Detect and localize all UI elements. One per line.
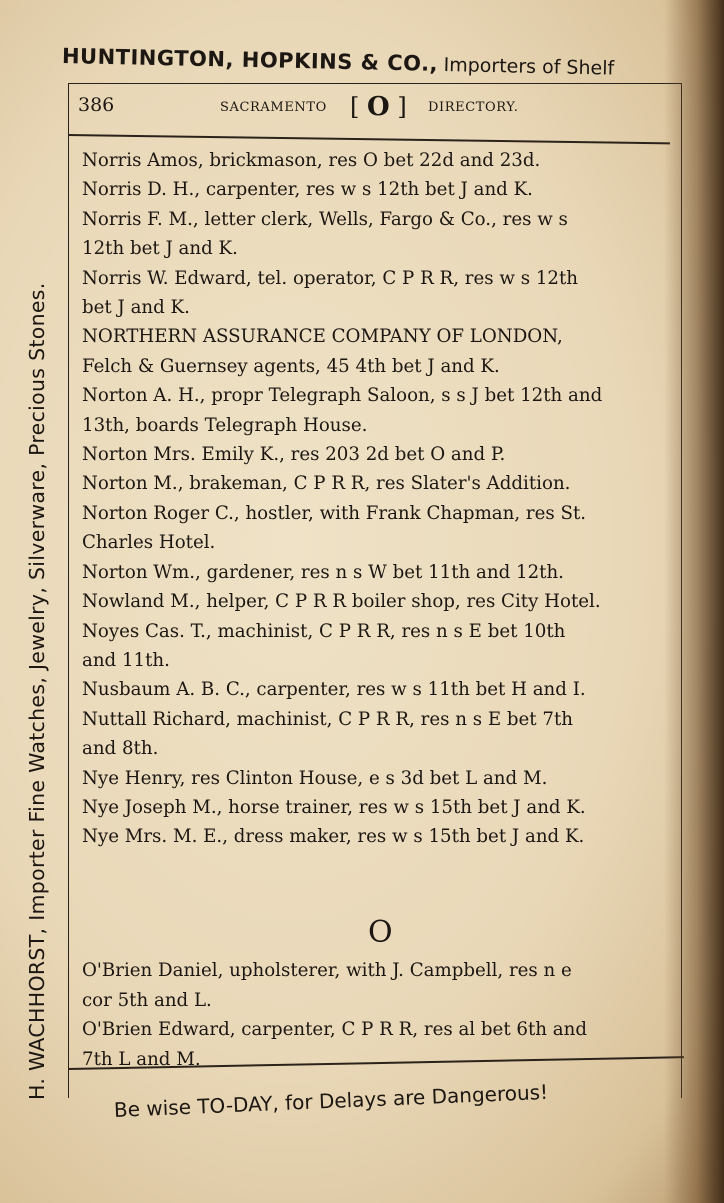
entry-line: Nye Henry, res Clinton House, e s 3d bet L and M. xyxy=(82,767,548,789)
entry-line: Nye Joseph M., horse trainer, res w s 15th bet J and K. xyxy=(82,796,586,818)
directory-entry xyxy=(82,1015,674,1074)
entry-line: Nusbaum A. B. C., carpenter, res w s 11th bet H and I. xyxy=(82,679,586,701)
entry-continuation: 7th L and M. xyxy=(82,1048,201,1070)
entry-line: Norris W. Edward, tel. operator, C P R R, res w s 12th xyxy=(82,267,578,289)
entry-line: NORTHERN ASSURANCE COMPANY OF LONDON, xyxy=(82,326,563,348)
side-advertisement: H. WACHHORST, Importer Fine Watches, Jewelry, Silverware, Precious Stones. xyxy=(25,282,49,1100)
entry-line: Noyes Cas. T., machinist, C P R R, res n s E bet 10th xyxy=(82,620,566,642)
directory-entry xyxy=(82,264,674,323)
directory-entry xyxy=(82,793,674,822)
bracket-right: ] xyxy=(397,93,407,121)
entry-line: O'Brien Daniel, upholsterer, with J. Campbell, res n e xyxy=(82,960,572,981)
directory-entries-o xyxy=(82,956,674,1074)
directory-entry xyxy=(82,146,674,175)
entry-line: Nuttall Richard, machinist, C P R R, res n s E bet 7th xyxy=(82,708,573,730)
section-heading: O xyxy=(368,915,393,950)
entry-continuation: and 8th. xyxy=(82,738,159,760)
directory-entry xyxy=(82,499,674,558)
directory-entry xyxy=(82,587,674,616)
entry-continuation: 12th bet J and K. xyxy=(82,238,238,260)
banner-subtitle: Importers of Shelf xyxy=(443,53,615,80)
entry-line: Nowland M., helper, C P R R boiler shop, res City Hotel. xyxy=(82,591,601,613)
top-advertisement-banner xyxy=(62,44,702,81)
entry-continuation: cor 5th and L. xyxy=(82,989,212,1011)
entry-line: Nye Mrs. M. E., dress maker, res w s 15th bet J and K. xyxy=(82,826,585,848)
entry-continuation: Charles Hotel. xyxy=(82,532,216,554)
entry-line: Norton M., brakeman, C P R R, res Slater's Addition. xyxy=(82,473,571,495)
bracket-left: [ xyxy=(350,93,360,121)
entry-line: Norton Roger C., hostler, with Frank Chapman, res St. xyxy=(82,502,587,524)
footer-slogan: Be wise TO-DAY, for Delays are Dangerous! xyxy=(113,1079,549,1122)
entry-continuation: bet J and K. xyxy=(82,297,190,319)
directory-entry xyxy=(82,469,674,498)
directory-entries xyxy=(82,146,674,852)
entry-line: O'Brien Edward, carpenter, C P R R, res al bet 6th and xyxy=(82,1019,587,1041)
header-city: SACRAMENTO xyxy=(220,100,327,115)
directory-entry xyxy=(82,205,674,264)
directory-entry xyxy=(82,675,674,704)
entry-line: Norris D. H., carpenter, res w s 12th bet J and K. xyxy=(82,179,533,201)
banner-title: HUNTINGTON, HOPKINS & CO., xyxy=(61,44,439,76)
entry-line: Norris Amos, brickmason, res O bet 22d and 23d. xyxy=(82,150,541,171)
entry-line: Norton Wm., gardener, res n s W bet 11th and 12th. xyxy=(82,561,564,583)
directory-entry xyxy=(82,822,674,851)
directory-entry xyxy=(82,322,674,381)
page-number: 386 xyxy=(78,94,115,116)
directory-entry xyxy=(82,381,674,440)
entry-continuation: 13th, boards Telegraph House. xyxy=(82,414,368,436)
directory-entry xyxy=(82,956,674,1015)
entry-continuation: Felch & Guernsey agents, 45 4th bet J and K. xyxy=(82,355,500,377)
entry-line: Norton Mrs. Emily K., res 203 2d bet O and P. xyxy=(82,444,506,466)
entry-line: Norton A. H., propr Telegraph Saloon, s s J bet 12th and xyxy=(82,385,603,407)
header-directory: DIRECTORY. xyxy=(428,100,519,115)
directory-entry xyxy=(82,440,674,469)
directory-entry xyxy=(82,705,674,764)
header-section-letter: O xyxy=(367,92,390,122)
entry-line: Norris F. M., letter clerk, Wells, Fargo & Co., res w s xyxy=(82,208,568,230)
entry-continuation: and 11th. xyxy=(82,649,170,671)
directory-entry xyxy=(82,175,674,204)
header-letter xyxy=(350,92,407,122)
directory-entry xyxy=(82,617,674,676)
directory-entry xyxy=(82,764,674,793)
directory-entry xyxy=(82,558,674,587)
